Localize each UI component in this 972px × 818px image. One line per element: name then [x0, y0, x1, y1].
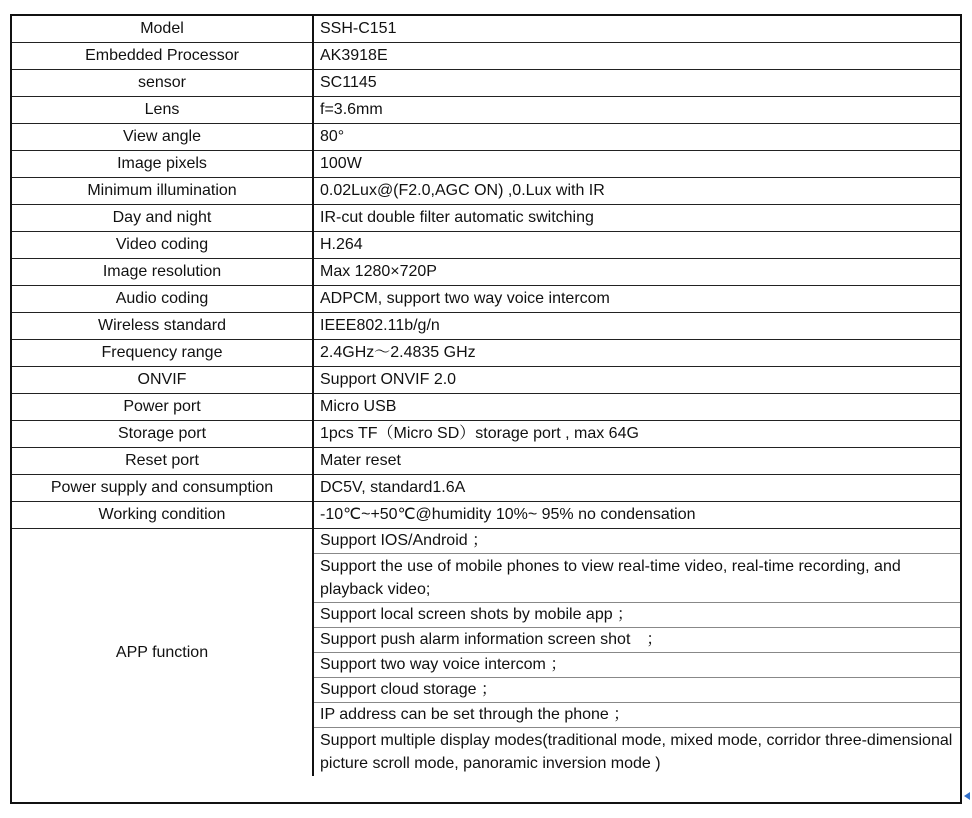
spec-row — [12, 259, 960, 286]
spec-row — [12, 286, 960, 313]
spec-value: IR-cut double filter automatic switching — [313, 205, 960, 232]
app-function-item: Support IOS/Android ； — [314, 529, 960, 554]
spec-value: SC1145 — [313, 70, 960, 97]
spec-table — [12, 16, 960, 776]
spec-row — [12, 178, 960, 205]
spec-name: Lens — [12, 97, 313, 124]
spec-value: 2.4GHz～2.4835 GHz — [313, 340, 960, 367]
spec-row — [12, 124, 960, 151]
app-function-list-cell — [313, 529, 960, 777]
spec-row — [12, 232, 960, 259]
spec-name: Power port — [12, 394, 313, 421]
spec-row — [12, 340, 960, 367]
app-function-row — [12, 529, 960, 777]
spec-value: IEEE802.11b/g/n — [313, 313, 960, 340]
spec-name: Wireless standard — [12, 313, 313, 340]
spec-name: sensor — [12, 70, 313, 97]
spec-name: Audio coding — [12, 286, 313, 313]
app-function-item: Support the use of mobile phones to view real-time video, real-time recording, and playback video; — [314, 554, 960, 603]
spec-row — [12, 70, 960, 97]
spec-value: ADPCM, support two way voice intercom — [313, 286, 960, 313]
spec-value: H.264 — [313, 232, 960, 259]
app-function-item: IP address can be set through the phone ； — [314, 703, 960, 728]
spec-name: Day and night — [12, 205, 313, 232]
spec-value: Mater reset — [313, 448, 960, 475]
spec-value: 1pcs TF（Micro SD）storage port , max 64G — [313, 421, 960, 448]
spec-row — [12, 151, 960, 178]
spec-value: Micro USB — [313, 394, 960, 421]
spec-name: Video coding — [12, 232, 313, 259]
spec-row — [12, 97, 960, 124]
spec-name: Frequency range — [12, 340, 313, 367]
spec-row — [12, 43, 960, 70]
spec-row — [12, 367, 960, 394]
app-function-item: Support multiple display modes(traditional mode, mixed mode, corridor three-dimensional picture scroll mode, panoramic inversion mode ) — [320, 732, 953, 772]
spec-row — [12, 205, 960, 232]
app-function-item: Support local screen shots by mobile app ； — [314, 603, 960, 628]
spec-row — [12, 421, 960, 448]
app-function-item: Support cloud storage ； — [314, 678, 960, 703]
spec-table-frame — [10, 14, 962, 804]
spec-value: f=3.6mm — [313, 97, 960, 124]
app-function-list — [314, 529, 960, 776]
spec-name: Working condition — [12, 502, 313, 529]
spec-value: 100W — [313, 151, 960, 178]
spec-row — [12, 475, 960, 502]
spec-name: Storage port — [12, 421, 313, 448]
spec-name: Image resolution — [12, 259, 313, 286]
spec-name: Model — [12, 16, 313, 43]
spec-value: Support ONVIF 2.0 — [313, 367, 960, 394]
app-function-item: Support two way voice intercom ； — [314, 653, 960, 678]
spec-value: AK3918E — [313, 43, 960, 70]
spec-table-body — [12, 16, 960, 776]
spec-name: Power supply and consumption — [12, 475, 313, 502]
scroll-marker-icon — [964, 792, 970, 800]
spec-value: Max 1280×720P — [313, 259, 960, 286]
spec-row — [12, 394, 960, 421]
spec-value: 0.02Lux@(F2.0,AGC ON) ,0.Lux with IR — [313, 178, 960, 205]
spec-value: SSH-C151 — [313, 16, 960, 43]
spec-row — [12, 16, 960, 43]
app-function-label: APP function — [12, 529, 313, 777]
spec-row — [12, 448, 960, 475]
app-function-item: Support push alarm information screen shot ； — [314, 628, 960, 653]
spec-value: DC5V, standard1.6A — [313, 475, 960, 502]
spec-name: Minimum illumination — [12, 178, 313, 205]
spec-name: View angle — [12, 124, 313, 151]
spec-name: Image pixels — [12, 151, 313, 178]
spec-value: 80° — [313, 124, 960, 151]
spec-name: ONVIF — [12, 367, 313, 394]
spec-name: Embedded Processor — [12, 43, 313, 70]
spec-row — [12, 313, 960, 340]
spec-value: -10℃~+50℃@humidity 10%~ 95% no condensation — [313, 502, 960, 529]
spec-row — [12, 502, 960, 529]
spec-name: Reset port — [12, 448, 313, 475]
